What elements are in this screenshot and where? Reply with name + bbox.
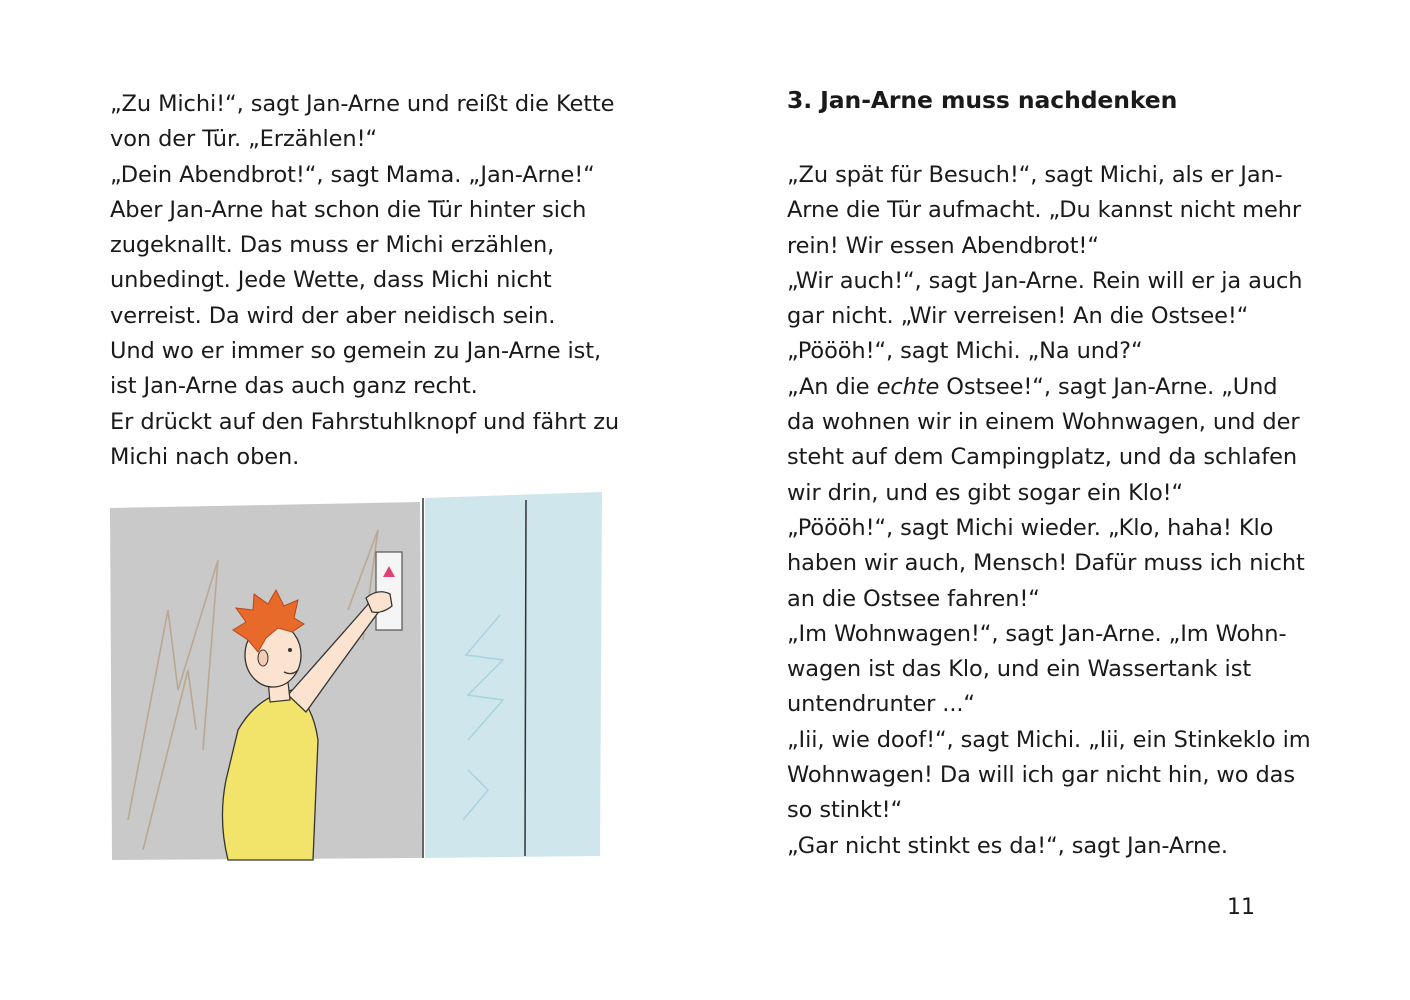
text-line: Und wo er immer so gemein zu Jan-Arne ist, [110,338,602,365]
text-line: „Wir auch!“, sagt Jan-Arne. Rein will er ja auch [787,267,1303,294]
text-line: rein! Wir essen Abendbrot!“ [787,232,1099,259]
text-line: von der Tür. „Erzählen!“ [110,126,378,153]
elevator-door [425,492,602,858]
text-line: verreist. Da wird der aber neidisch sein. [110,302,556,329]
text-line: „Pöööh!“, sagt Michi wieder. „Klo, haha! Klo [787,514,1274,541]
text-line: gar nicht. „Wir verreisen! An die Ostsee!“ [787,303,1249,330]
text-line: „Zu spät für Besuch!“, sagt Michi, als er Jan- [787,162,1283,188]
elevator-button-panel [376,552,402,630]
door-seam [525,500,526,856]
text-line: „Dein Abendbrot!“, sagt Mama. „Jan-Arne!“ [110,161,595,188]
right-page-text [787,158,1367,864]
text-line: an die Ostsee fahren!“ [787,585,1040,612]
emphasized-word: echte [876,373,940,400]
text-line: „Pöööh!“, sagt Michi. „Na und?“ [787,338,1143,365]
text-line: Michi nach oben. [110,443,300,470]
text-line: „Gar nicht stinkt es da!“, sagt Jan-Arne. [787,832,1228,859]
text-line: haben wir auch, Mensch! Dafür muss ich nicht [787,550,1305,577]
text-line: wagen ist das Klo, und ein Wassertank ist [787,656,1252,683]
elevator-illustration [108,490,604,862]
text-line: „Iii, wie doof!“, sagt Michi. „Iii, ein Stinkeklo im [787,726,1311,753]
text-line: Arne die Tür aufmacht. „Du kannst nicht mehr [787,197,1302,224]
text-line: Aber Jan-Arne hat schon die Tür hinter sich [110,196,587,223]
line-part: Ostsee!“, sagt Jan-Arne. „Und [939,373,1278,400]
chapter-heading: 3. Jan-Arne muss nachdenken [787,86,1178,114]
text-line: Wohnwagen! Da will ich gar nicht hin, wo das [787,762,1295,789]
text-line: da wohnen wir in einem Wohnwagen, und der [787,409,1300,436]
text-line: untendrunter ...“ [787,691,975,718]
text-line: ist Jan-Arne das auch ganz recht. [110,373,478,400]
text-line: „Im Wohnwagen!“, sagt Jan-Arne. „Im Wohn- [787,620,1287,647]
text-line: zugeknallt. Das muss er Michi erzählen, [110,232,555,259]
text-line: Er drückt auf den Fahrstuhlknopf und fährt zu [110,408,620,435]
text-line: „Zu Michi!“, sagt Jan-Arne und reißt die Kette [110,91,615,117]
left-page-text [110,87,670,475]
right-page [705,0,1410,1000]
text-line: so stinkt!“ [787,797,903,824]
text-line [787,370,1367,405]
line-part: „An die [787,373,877,400]
text-line: unbedingt. Jede Wette, dass Michi nicht [110,267,552,294]
page-number: 11 [1227,895,1255,920]
text-line: steht auf dem Campingplatz, und da schlafen [787,444,1297,471]
text-line: wir drin, und es gibt sogar ein Klo!“ [787,479,1184,506]
